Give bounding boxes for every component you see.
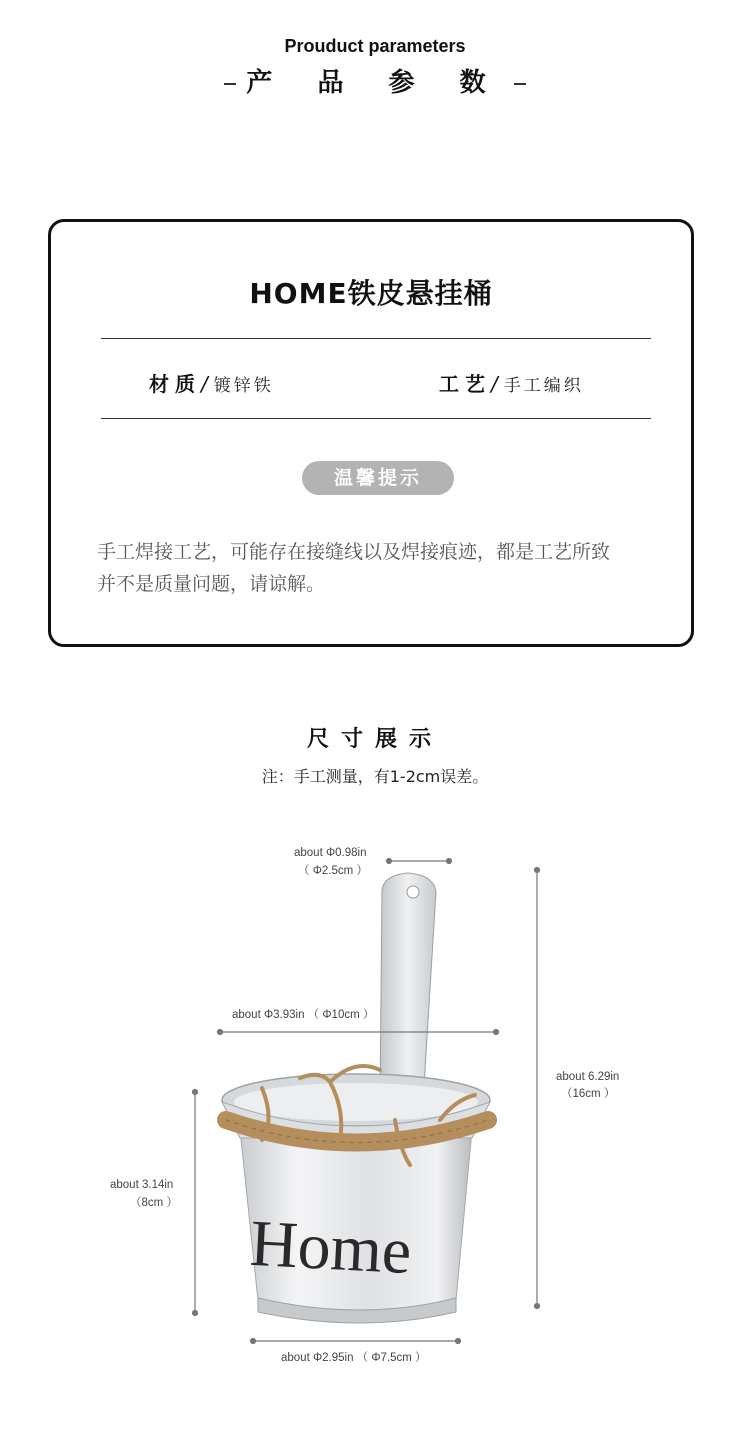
spec-craft-label: 工艺 (439, 372, 491, 396)
dim-total-height-in: about 6.29in (556, 1071, 620, 1083)
dim-handle-cm: （ Φ2.5cm ） (298, 865, 368, 877)
header-title-cn (0, 62, 750, 99)
size-diagram (0, 820, 750, 1380)
dim-body-height-in: about 3.14in (110, 1179, 174, 1191)
spec-material (149, 368, 274, 397)
dim-top-diameter: about Φ3.93in （ Φ10cm ） (232, 1009, 375, 1021)
divider-top (101, 338, 651, 339)
bucket-home-text: Home (248, 1206, 414, 1289)
spec-slash: / (201, 372, 208, 396)
divider-bottom (101, 418, 651, 419)
notice-text (97, 536, 657, 600)
product-name: HOME铁皮悬挂桶 (249, 277, 493, 310)
spec-material-value: 镀锌铁 (213, 376, 274, 396)
notice-line: 并不是质量问题，请谅解。 (97, 573, 326, 595)
size-section-title: 尺寸展示 (306, 727, 443, 752)
size-note: 注：手工测量，有1-2cm误差。 (261, 767, 489, 786)
bucket-handle (380, 873, 436, 1102)
product-parameter-card (48, 219, 694, 647)
dim-body-height-cm: （8cm ） (130, 1197, 178, 1209)
spec-slash: / (491, 372, 498, 396)
dim-total-height-cm: （16cm ） (561, 1088, 616, 1100)
dim-handle-in: about Φ0.98in (294, 847, 367, 859)
dim-bottom-diameter: about Φ2.95in （ Φ7.5cm ） (281, 1352, 427, 1364)
notice-line: 手工焊接工艺，可能存在接缝线以及焊接痕迹，都是工艺所致 (97, 541, 611, 563)
header-dash-right (514, 83, 526, 85)
spec-craft (439, 368, 584, 397)
spec-craft-value: 手工编织 (503, 376, 584, 396)
header-dash-left (224, 83, 236, 85)
notice-badge: 温馨提示 (302, 461, 454, 495)
spec-material-label: 材质 (149, 372, 201, 396)
header-title-en: Prouduct parameters (284, 36, 466, 56)
header-title-cn-text: 产 品 参 数 (246, 68, 504, 98)
